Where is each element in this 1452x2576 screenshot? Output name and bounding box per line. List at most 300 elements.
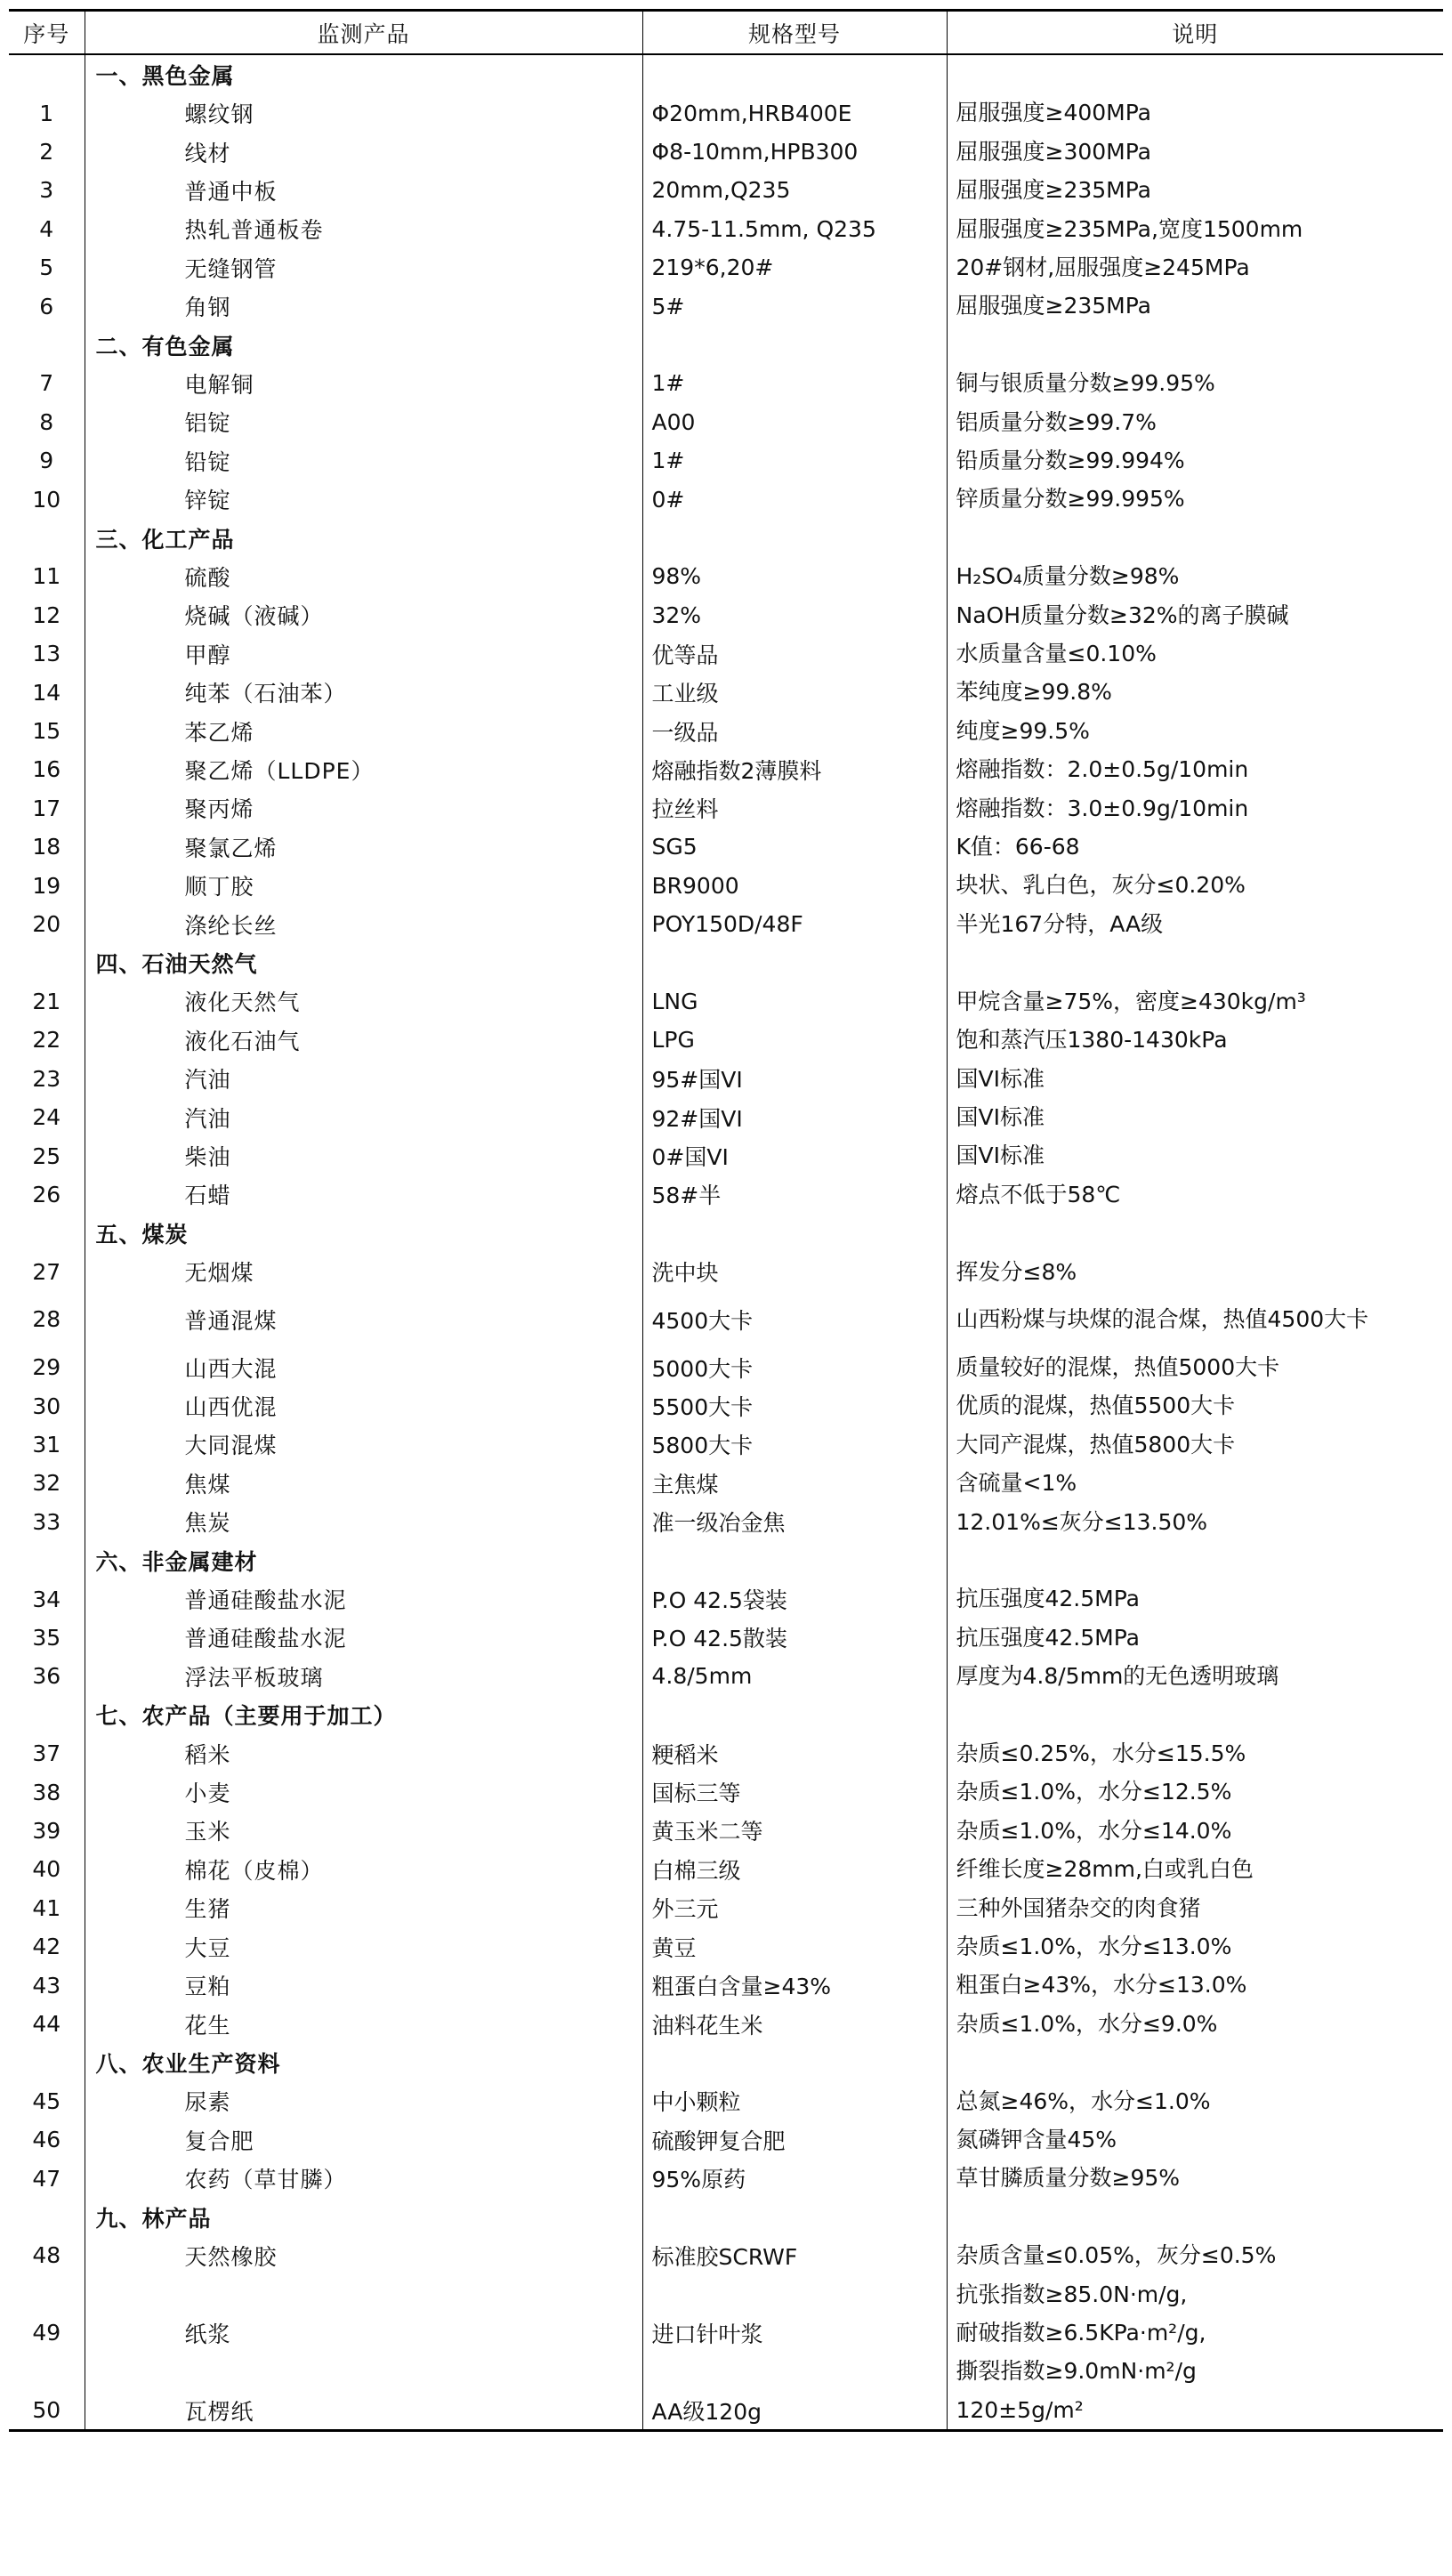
row-index: 48 bbox=[32, 2242, 61, 2269]
product-cell: 纸浆 bbox=[85, 2314, 642, 2352]
row-index: 38 bbox=[32, 1779, 61, 1805]
category-row bbox=[9, 2043, 1443, 2081]
description-cell: 熔点不低于58℃ bbox=[947, 1175, 1443, 1214]
spec-cell: 5800大卡 bbox=[642, 1425, 947, 1464]
table-row bbox=[9, 1503, 1443, 1541]
description-cell: 国VI标准 bbox=[947, 1136, 1443, 1175]
spec-cell: 98% bbox=[642, 557, 947, 595]
row-index bbox=[9, 2275, 85, 2314]
product-cell: 甲醇 bbox=[85, 634, 642, 673]
description-cell: 大同产混煤，热值5800大卡 bbox=[947, 1425, 1443, 1464]
spec-cell: 中小颗粒 bbox=[642, 2082, 947, 2120]
row-index: 1 bbox=[39, 100, 54, 126]
row-index: 6 bbox=[39, 293, 54, 319]
row-index bbox=[9, 943, 85, 981]
category-row bbox=[9, 54, 1443, 93]
row-index: 8 bbox=[39, 408, 54, 435]
description-cell: 12.01%≤灰分≤13.50% bbox=[947, 1503, 1443, 1541]
product-cell: 农药（草甘膦） bbox=[85, 2159, 642, 2197]
table-row bbox=[9, 2352, 1443, 2390]
spec-cell bbox=[642, 1696, 947, 1734]
product-cell: 山西优混 bbox=[85, 1386, 642, 1425]
row-index: 44 bbox=[32, 2011, 61, 2037]
spec-cell: Φ20mm,HRB400E bbox=[642, 93, 947, 132]
spec-cell: 黄玉米二等 bbox=[642, 1812, 947, 1850]
table-row bbox=[9, 634, 1443, 673]
description-cell: 铜与银质量分数≥99.95% bbox=[947, 364, 1443, 402]
table-row bbox=[9, 1619, 1443, 1657]
product-cell: 复合肥 bbox=[85, 2120, 642, 2159]
description-cell: 屈服强度≥235MPa,宽度1500mm bbox=[947, 210, 1443, 248]
product-cell: 柴油 bbox=[85, 1136, 642, 1175]
spec-cell: 洗中块 bbox=[642, 1253, 947, 1291]
product-cell: 聚丙烯 bbox=[85, 789, 642, 828]
table-body bbox=[9, 54, 1443, 2431]
row-index: 32 bbox=[32, 1470, 61, 1497]
table-row bbox=[9, 1889, 1443, 1927]
category-name: 五、煤炭 bbox=[85, 1214, 642, 1252]
table-row bbox=[9, 1773, 1443, 1811]
table-header-row bbox=[9, 11, 1443, 55]
row-index: 33 bbox=[32, 1508, 61, 1535]
row-index: 42 bbox=[32, 1934, 61, 1960]
row-index: 14 bbox=[32, 679, 61, 706]
spec-cell: 黄豆 bbox=[642, 1927, 947, 1966]
product-cell: 热轧普通板卷 bbox=[85, 210, 642, 248]
product-cell: 花生 bbox=[85, 2005, 642, 2043]
product-cell: 顺丁胶 bbox=[85, 866, 642, 904]
description-cell: 草甘膦质量分数≥95% bbox=[947, 2159, 1443, 2197]
table-row bbox=[9, 1348, 1443, 1386]
product-cell: 汽油 bbox=[85, 1060, 642, 1098]
table-row bbox=[9, 1253, 1443, 1291]
product-cell: 线材 bbox=[85, 133, 642, 171]
description-cell: 屈服强度≥235MPa bbox=[947, 171, 1443, 209]
spec-cell: LPG bbox=[642, 1021, 947, 1059]
spec-cell: 58#半 bbox=[642, 1175, 947, 1214]
description-cell: NaOH质量分数≥32%的离子膜碱 bbox=[947, 596, 1443, 634]
table-row bbox=[9, 1060, 1443, 1098]
row-index: 21 bbox=[32, 988, 61, 1014]
description-cell: 屈服强度≥300MPa bbox=[947, 133, 1443, 171]
category-row bbox=[9, 1214, 1443, 1252]
table-row bbox=[9, 905, 1443, 943]
table-row bbox=[9, 866, 1443, 904]
spec-cell: 1# bbox=[642, 441, 947, 480]
product-cell: 山西大混 bbox=[85, 1348, 642, 1386]
row-index: 13 bbox=[32, 641, 61, 667]
category-row bbox=[9, 326, 1443, 364]
table-row bbox=[9, 2082, 1443, 2120]
row-index: 36 bbox=[32, 1663, 61, 1690]
category-name: 三、化工产品 bbox=[85, 519, 642, 557]
description-cell bbox=[947, 2198, 1443, 2236]
description-cell: K值：66-68 bbox=[947, 828, 1443, 866]
description-cell: 杂质≤1.0%，水分≤13.0% bbox=[947, 1927, 1443, 1966]
spec-cell: 粗蛋白含量≥43% bbox=[642, 1966, 947, 2004]
row-index bbox=[9, 519, 85, 557]
row-index: 23 bbox=[32, 1065, 61, 1092]
spec-cell: 拉丝料 bbox=[642, 789, 947, 828]
description-cell: 优质的混煤，热值5500大卡 bbox=[947, 1386, 1443, 1425]
category-row bbox=[9, 1696, 1443, 1734]
spec-cell bbox=[642, 2275, 947, 2314]
product-cell: 焦炭 bbox=[85, 1503, 642, 1541]
spec-cell: Φ8-10mm,HPB300 bbox=[642, 133, 947, 171]
product-cell: 铝锭 bbox=[85, 403, 642, 441]
table-row bbox=[9, 364, 1443, 402]
row-index bbox=[9, 1541, 85, 1579]
row-index: 2 bbox=[39, 139, 54, 165]
table-row bbox=[9, 1386, 1443, 1425]
spec-cell: BR9000 bbox=[642, 866, 947, 904]
spec-cell: 标准胶SCRWF bbox=[642, 2236, 947, 2274]
table-row bbox=[9, 248, 1443, 287]
spec-cell: LNG bbox=[642, 982, 947, 1021]
category-name: 一、黑色金属 bbox=[85, 54, 642, 93]
table-row bbox=[9, 2120, 1443, 2159]
table-row bbox=[9, 789, 1443, 828]
product-cell: 石蜡 bbox=[85, 1175, 642, 1214]
row-index: 16 bbox=[32, 756, 61, 783]
product-cell: 豆粕 bbox=[85, 1966, 642, 2004]
table-row bbox=[9, 828, 1443, 866]
table-row bbox=[9, 93, 1443, 132]
product-cell: 无烟煤 bbox=[85, 1253, 642, 1291]
table-row bbox=[9, 1927, 1443, 1966]
description-cell bbox=[947, 519, 1443, 557]
description-cell bbox=[947, 1696, 1443, 1734]
spec-cell: 5000大卡 bbox=[642, 1348, 947, 1386]
spec-cell bbox=[642, 54, 947, 93]
row-index: 7 bbox=[39, 370, 54, 397]
header-product: 监测产品 bbox=[85, 11, 642, 55]
spec-cell: 95%原药 bbox=[642, 2159, 947, 2197]
product-cell: 苯乙烯 bbox=[85, 712, 642, 750]
spec-cell: 一级品 bbox=[642, 712, 947, 750]
row-index: 45 bbox=[32, 2087, 61, 2114]
row-index: 46 bbox=[32, 2127, 61, 2153]
table-row bbox=[9, 2159, 1443, 2197]
spec-cell: 白棉三级 bbox=[642, 1850, 947, 1888]
row-index: 12 bbox=[32, 602, 61, 628]
spec-cell: 熔融指数2薄膜料 bbox=[642, 750, 947, 788]
row-index: 17 bbox=[32, 795, 61, 821]
row-index: 31 bbox=[32, 1431, 61, 1458]
description-cell: 质量较好的混煤，热值5000大卡 bbox=[947, 1348, 1443, 1386]
table-row bbox=[9, 1464, 1443, 1502]
product-spec-table bbox=[9, 9, 1443, 2432]
product-cell: 汽油 bbox=[85, 1098, 642, 1136]
row-index: 15 bbox=[32, 718, 61, 745]
row-index: 50 bbox=[9, 2391, 85, 2431]
product-cell: 液化石油气 bbox=[85, 1021, 642, 1059]
table-row bbox=[9, 2391, 1443, 2431]
header-spec: 规格型号 bbox=[642, 11, 947, 55]
category-name: 七、农产品（主要用于加工） bbox=[85, 1696, 642, 1734]
spec-cell: 219*6,20# bbox=[642, 248, 947, 287]
product-cell: 角钢 bbox=[85, 287, 642, 325]
table-row bbox=[9, 403, 1443, 441]
product-cell: 普通中板 bbox=[85, 171, 642, 209]
product-cell: 天然橡胶 bbox=[85, 2236, 642, 2274]
table-row bbox=[9, 171, 1443, 209]
product-cell: 生猪 bbox=[85, 1889, 642, 1927]
description-cell: 耐破指数≥6.5KPa·m²/g, bbox=[947, 2314, 1443, 2352]
spec-cell: 粳稻米 bbox=[642, 1734, 947, 1773]
product-cell: 聚氯乙烯 bbox=[85, 828, 642, 866]
description-cell: 氮磷钾含量45% bbox=[947, 2120, 1443, 2159]
category-name: 八、农业生产资料 bbox=[85, 2043, 642, 2081]
row-index: 18 bbox=[32, 834, 61, 860]
description-cell: 三种外国猪杂交的肉食猪 bbox=[947, 1889, 1443, 1927]
category-row bbox=[9, 2198, 1443, 2236]
description-cell: 熔融指数：2.0±0.5g/10min bbox=[947, 750, 1443, 788]
description-cell: 熔融指数：3.0±0.9g/10min bbox=[947, 789, 1443, 828]
spec-cell: 准一级冶金焦 bbox=[642, 1503, 947, 1541]
description-cell: 半光167分特，AA级 bbox=[947, 905, 1443, 943]
product-cell: 电解铜 bbox=[85, 364, 642, 402]
spec-cell: 0#国VI bbox=[642, 1136, 947, 1175]
spec-cell: 1# bbox=[642, 364, 947, 402]
spec-cell: 20mm,Q235 bbox=[642, 171, 947, 209]
product-cell: 稻米 bbox=[85, 1734, 642, 1773]
table-row bbox=[9, 1021, 1443, 1059]
category-row bbox=[9, 943, 1443, 981]
spec-cell: P.O 42.5袋装 bbox=[642, 1579, 947, 1618]
description-cell: 纤维长度≥28mm,白或乳白色 bbox=[947, 1850, 1443, 1888]
spec-cell: 0# bbox=[642, 480, 947, 518]
row-index: 35 bbox=[32, 1624, 61, 1651]
description-cell: 粗蛋白≥43%，水分≤13.0% bbox=[947, 1966, 1443, 2004]
category-row bbox=[9, 1541, 1443, 1579]
description-cell: 苯纯度≥99.8% bbox=[947, 673, 1443, 711]
spec-cell: 5# bbox=[642, 287, 947, 325]
spec-cell bbox=[642, 943, 947, 981]
spec-cell bbox=[642, 1214, 947, 1252]
description-cell: 厚度为4.8/5mm的无色透明玻璃 bbox=[947, 1657, 1443, 1695]
spec-cell: 优等品 bbox=[642, 634, 947, 673]
spec-cell: 92#国VI bbox=[642, 1098, 947, 1136]
product-cell: 瓦楞纸 bbox=[85, 2391, 642, 2431]
row-index: 11 bbox=[32, 563, 61, 590]
description-cell: 纯度≥99.5% bbox=[947, 712, 1443, 750]
table-row bbox=[9, 1734, 1443, 1773]
description-cell: 饱和蒸汽压1380-1430kPa bbox=[947, 1021, 1443, 1059]
row-index: 24 bbox=[32, 1104, 61, 1131]
row-index: 3 bbox=[39, 177, 54, 204]
spec-cell: 4.8/5mm bbox=[642, 1657, 947, 1695]
spec-cell: 国标三等 bbox=[642, 1773, 947, 1811]
description-cell bbox=[947, 1541, 1443, 1579]
description-cell bbox=[947, 2043, 1443, 2081]
description-cell bbox=[947, 1214, 1443, 1252]
row-index: 49 bbox=[32, 2320, 61, 2346]
description-cell: 杂质≤1.0%，水分≤12.5% bbox=[947, 1773, 1443, 1811]
description-cell: 20#钢材,屈服强度≥245MPa bbox=[947, 248, 1443, 287]
table-row bbox=[9, 1657, 1443, 1695]
table-row bbox=[9, 133, 1443, 171]
table-row bbox=[9, 1966, 1443, 2004]
description-cell: 块状、乳白色，灰分≤0.20% bbox=[947, 866, 1443, 904]
row-index: 29 bbox=[32, 1354, 61, 1381]
row-index bbox=[9, 1696, 85, 1734]
table-row bbox=[9, 1136, 1443, 1175]
spec-cell bbox=[642, 2352, 947, 2390]
spec-cell: SG5 bbox=[642, 828, 947, 866]
row-index bbox=[9, 2043, 85, 2081]
header-description: 说明 bbox=[947, 11, 1443, 55]
spec-cell: POY150D/48F bbox=[642, 905, 947, 943]
spec-cell: 5500大卡 bbox=[642, 1386, 947, 1425]
spec-cell bbox=[642, 326, 947, 364]
row-index bbox=[9, 1214, 85, 1252]
spec-cell: P.O 42.5散装 bbox=[642, 1619, 947, 1657]
product-cell: 普通硅酸盐水泥 bbox=[85, 1579, 642, 1618]
description-cell: 铝质量分数≥99.7% bbox=[947, 403, 1443, 441]
table-row bbox=[9, 1812, 1443, 1850]
row-index: 10 bbox=[32, 486, 61, 513]
row-index: 41 bbox=[32, 1894, 61, 1921]
product-cell: 硫酸 bbox=[85, 557, 642, 595]
table-row bbox=[9, 712, 1443, 750]
table-row bbox=[9, 1425, 1443, 1464]
row-index bbox=[9, 2352, 85, 2390]
row-index: 40 bbox=[32, 1856, 61, 1883]
description-cell: 山西粉煤与块煤的混合煤，热值4500大卡 bbox=[947, 1291, 1443, 1348]
row-index: 30 bbox=[32, 1393, 61, 1419]
product-cell: 大同混煤 bbox=[85, 1425, 642, 1464]
product-cell: 无缝钢管 bbox=[85, 248, 642, 287]
spec-cell: 32% bbox=[642, 596, 947, 634]
spec-cell: 95#国VI bbox=[642, 1060, 947, 1098]
table-row bbox=[9, 2275, 1443, 2314]
spec-cell: 外三元 bbox=[642, 1889, 947, 1927]
spec-cell bbox=[642, 2198, 947, 2236]
category-name: 六、非金属建材 bbox=[85, 1541, 642, 1579]
row-index: 43 bbox=[32, 1972, 61, 1999]
description-cell: 国VI标准 bbox=[947, 1098, 1443, 1136]
row-index: 28 bbox=[32, 1306, 61, 1333]
product-cell: 普通混煤 bbox=[85, 1291, 642, 1348]
description-cell: 挥发分≤8% bbox=[947, 1253, 1443, 1291]
table-row bbox=[9, 557, 1443, 595]
product-cell: 铅锭 bbox=[85, 441, 642, 480]
row-index: 37 bbox=[32, 1740, 61, 1767]
row-index: 27 bbox=[32, 1258, 61, 1285]
description-cell: 抗压强度42.5MPa bbox=[947, 1619, 1443, 1657]
category-row bbox=[9, 519, 1443, 557]
table-row bbox=[9, 596, 1443, 634]
product-cell: 大豆 bbox=[85, 1927, 642, 1966]
row-index: 9 bbox=[39, 448, 54, 474]
spec-cell: 4500大卡 bbox=[642, 1291, 947, 1348]
description-cell: 抗张指数≥85.0N·m/g, bbox=[947, 2275, 1443, 2314]
product-cell: 涤纶长丝 bbox=[85, 905, 642, 943]
description-cell: 水质量含量≤0.10% bbox=[947, 634, 1443, 673]
description-cell: 杂质≤0.25%，水分≤15.5% bbox=[947, 1734, 1443, 1773]
product-cell: 焦煤 bbox=[85, 1464, 642, 1502]
product-cell: 棉花（皮棉） bbox=[85, 1850, 642, 1888]
table-row bbox=[9, 1850, 1443, 1888]
spec-cell: A00 bbox=[642, 403, 947, 441]
category-name: 九、林产品 bbox=[85, 2198, 642, 2236]
table-row bbox=[9, 1098, 1443, 1136]
spec-cell: 油料花生米 bbox=[642, 2005, 947, 2043]
description-cell: 总氮≥46%，水分≤1.0% bbox=[947, 2082, 1443, 2120]
description-cell: 锌质量分数≥99.995% bbox=[947, 480, 1443, 518]
table-row bbox=[9, 982, 1443, 1021]
spec-cell: 主焦煤 bbox=[642, 1464, 947, 1502]
row-index: 5 bbox=[39, 254, 54, 281]
row-index: 22 bbox=[32, 1027, 61, 1054]
row-index bbox=[9, 2198, 85, 2236]
product-cell: 小麦 bbox=[85, 1773, 642, 1811]
description-cell bbox=[947, 326, 1443, 364]
product-cell bbox=[85, 2275, 642, 2314]
description-cell bbox=[947, 54, 1443, 93]
table-row bbox=[9, 441, 1443, 480]
description-cell: H₂SO₄质量分数≥98% bbox=[947, 557, 1443, 595]
description-cell: 屈服强度≥400MPa bbox=[947, 93, 1443, 132]
table-row bbox=[9, 2236, 1443, 2274]
row-index: 4 bbox=[39, 215, 54, 242]
description-cell: 屈服强度≥235MPa bbox=[947, 287, 1443, 325]
product-cell: 尿素 bbox=[85, 2082, 642, 2120]
table-row bbox=[9, 480, 1443, 518]
product-cell: 普通硅酸盐水泥 bbox=[85, 1619, 642, 1657]
product-cell: 玉米 bbox=[85, 1812, 642, 1850]
description-cell: 杂质≤1.0%，水分≤14.0% bbox=[947, 1812, 1443, 1850]
table-row bbox=[9, 2314, 1443, 2352]
spec-cell: 硫酸钾复合肥 bbox=[642, 2120, 947, 2159]
product-cell: 聚乙烯（LLDPE） bbox=[85, 750, 642, 788]
row-index: 39 bbox=[32, 1817, 61, 1844]
table-row bbox=[9, 2005, 1443, 2043]
category-name: 二、有色金属 bbox=[85, 326, 642, 364]
spec-cell: AA级120g bbox=[642, 2391, 947, 2431]
description-cell: 抗压强度42.5MPa bbox=[947, 1579, 1443, 1618]
description-cell: 国VI标准 bbox=[947, 1060, 1443, 1098]
row-index: 20 bbox=[32, 911, 61, 938]
product-cell: 锌锭 bbox=[85, 480, 642, 518]
row-index: 26 bbox=[32, 1181, 61, 1207]
product-cell: 液化天然气 bbox=[85, 982, 642, 1021]
description-cell: 含硫量<1% bbox=[947, 1464, 1443, 1502]
row-index: 19 bbox=[32, 872, 61, 899]
table-row bbox=[9, 673, 1443, 711]
row-index: 34 bbox=[32, 1586, 61, 1612]
spec-cell: 4.75-11.5mm, Q235 bbox=[642, 210, 947, 248]
table-row bbox=[9, 750, 1443, 788]
spec-cell bbox=[642, 2043, 947, 2081]
table-row bbox=[9, 1291, 1443, 1348]
row-index bbox=[9, 326, 85, 364]
description-cell: 杂质≤1.0%，水分≤9.0% bbox=[947, 2005, 1443, 2043]
table-row bbox=[9, 1175, 1443, 1214]
description-cell: 杂质含量≤0.05%，灰分≤0.5% bbox=[947, 2236, 1443, 2274]
description-cell: 120±5g/m² bbox=[947, 2391, 1443, 2431]
product-cell: 烧碱（液碱） bbox=[85, 596, 642, 634]
row-index: 47 bbox=[32, 2165, 61, 2192]
table-row bbox=[9, 210, 1443, 248]
spec-cell bbox=[642, 519, 947, 557]
row-index: 25 bbox=[32, 1143, 61, 1169]
description-cell: 撕裂指数≥9.0mN·m²/g bbox=[947, 2352, 1443, 2390]
description-cell: 甲烷含量≥75%，密度≥430kg/m³ bbox=[947, 982, 1443, 1021]
spec-cell bbox=[642, 1541, 947, 1579]
table-row bbox=[9, 1579, 1443, 1618]
